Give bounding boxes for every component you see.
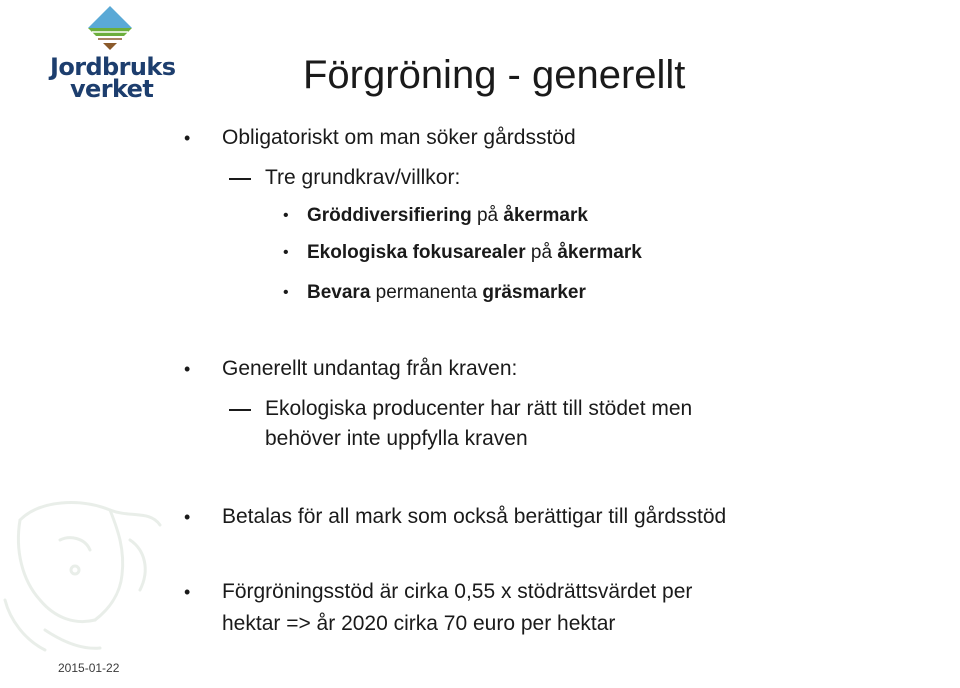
bullet-marker: • (283, 244, 289, 261)
requirement-text: Gröddiversifiering på åkermark (307, 205, 588, 226)
logo-wordmark (50, 53, 176, 103)
jordbruksverket-logo (48, 4, 176, 104)
bullet-text: Betalas för all mark som också berättigar till gårdsstöd (222, 505, 727, 528)
dash-marker (229, 409, 251, 411)
sub-bullet-organic-line-1: Ekologiska producenter har rätt till stödet men (265, 397, 693, 420)
requirement-text: Bevara permanenta gräsmarker (307, 282, 586, 303)
logo-line-1: Jordbruks (50, 53, 176, 81)
bullet-marker: • (184, 128, 191, 148)
bullet-marker: • (184, 507, 191, 527)
footer-date: 2015-01-22 (58, 661, 120, 675)
logo-line-2: verket (70, 75, 154, 103)
cow-silhouette-icon (0, 480, 170, 660)
bullet-text: Obligatoriskt om man söker gårdsstöd (222, 126, 576, 149)
jordbruksverket-diamond-icon (84, 4, 136, 56)
bullet-text: Generellt undantag från kraven: (222, 357, 518, 380)
sub-bullet-organic-line-2: behöver inte uppfylla kraven (265, 427, 528, 450)
bullet-text: Förgröningsstöd är cirka 0,55 x stödrättsvärdet per (222, 580, 693, 603)
sub-bullet-basic-requirements: Tre grundkrav/villkor: (265, 166, 461, 189)
bullet-marker: • (283, 284, 289, 301)
slide-title: Förgröning - generellt (303, 53, 686, 97)
bullet-marker: • (184, 359, 191, 379)
bullet-text: hektar => år 2020 cirka 70 euro per hektar (222, 612, 616, 635)
bullet-marker: • (184, 582, 191, 602)
dash-marker (229, 178, 251, 180)
bullet-marker: • (283, 207, 289, 224)
requirement-text: Ekologiska fokusarealer på åkermark (307, 242, 642, 263)
